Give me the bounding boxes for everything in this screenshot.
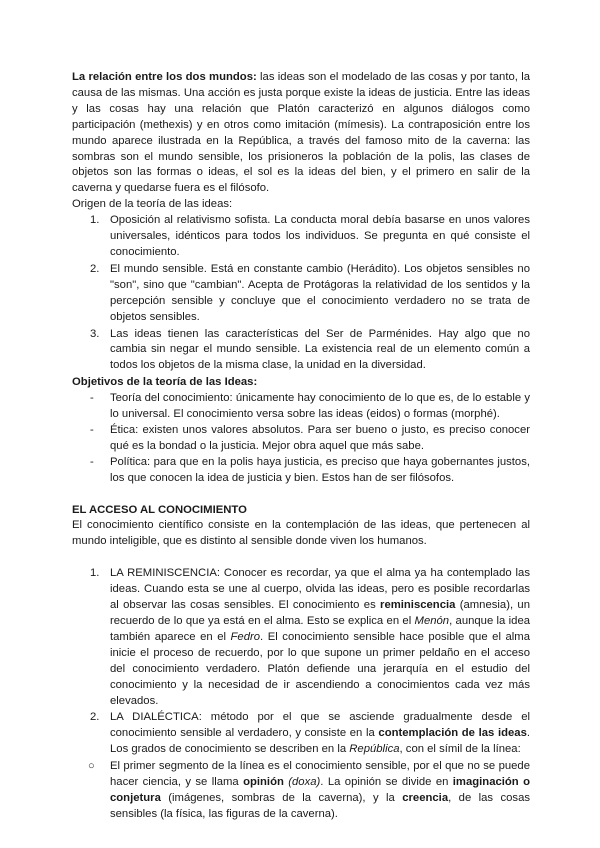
list-item-text: Ética: existen unos valores absolutos. Para ser bueno o justo, es preciso conocer qué es la bondad o la justicia. Mejor obra aquel que más sabe.	[110, 423, 530, 452]
spacer	[72, 487, 530, 503]
bold-term: contemplación de las ideas	[378, 727, 527, 740]
text-run: (imágenes, sombras de la caverna), y la	[160, 791, 403, 804]
relation-text: las ideas son el modelado de las cosas y por tanto, la causa de las mismas. Una acción es justa porque existe la ideas de justicia. Entre las ideas y las cosas hay una relación que Platón caracterizó en algunos diálogos como participación (methexis) y en otros como imitación (mímesis). La contraposición entre los mundo aparece ilustrada en la República, a través del famoso mito de la caverna: las sombras son el mundo sensible, los prisioneros la población de la polis, las clases de objetos son las formas o ideas, el sol es la ideas del bien, y el primero en salir de la caverna y quedarse fuera es el filósofo.	[72, 71, 530, 195]
line-simile-list	[72, 759, 530, 823]
italic-term: (doxa)	[288, 776, 321, 789]
text-run: , aunque la idea también aparece en el	[110, 615, 531, 643]
list-item-text: Teoría del conocimiento: únicamente hay conocimiento de lo que es, de lo estable y lo universal. El conocimiento versa sobre las ideas (eidos) o formas (morphé).	[110, 392, 530, 421]
dash-marker: -	[90, 455, 94, 468]
dash-marker: -	[90, 423, 94, 436]
text-run: LA DIALÉCTICA: método por el que se asciende gradualmente desde el conocimiento sensible al verdadero, y consiste en la	[110, 711, 530, 740]
list-item	[72, 423, 530, 455]
list-number: 1.	[90, 214, 100, 227]
list-number: 2.	[90, 711, 100, 724]
text-run: . La opinión se divide en	[320, 776, 453, 789]
relation-heading: La relación entre los dos mundos:	[72, 71, 257, 83]
list-item	[72, 455, 530, 487]
list-number: 2.	[90, 262, 100, 275]
list-item-text: Las ideas tienen las características del Ser de Parménides. Hay algo que no cambia sin negar el mundo sensible. La existencia real de un elemento común a todos los objetos de la misma clase, la unidad en la diversidad.	[110, 327, 530, 372]
section-intro: El conocimiento científico consiste en la contemplación de las ideas, que pertenecen al mundo inteligible, que es distinto al sensible donde viven los humanos.	[72, 519, 530, 548]
document-page	[72, 70, 530, 823]
dash-marker: -	[90, 392, 94, 405]
text-run: , de las cosas sensibles (la física, las figuras de la caverna).	[110, 791, 530, 820]
list-item-text: Política: para que en la polis haya justicia, es preciso que haya gobernantes justos, los que conocen la idea de justicia y bien. Estos han de ser filósofos.	[110, 455, 530, 484]
italic-title: Menón	[414, 615, 450, 627]
text-run: , con el símil de la línea:	[399, 743, 521, 756]
list-number: 3.	[90, 327, 100, 340]
list-number: 1.	[90, 567, 100, 580]
list-item-text: Oposición al relativismo sofista. La conducta moral debía basarse en unos valores universales, idénticos para todos los individuos. Se pregunta en qué consiste el conocimiento.	[110, 214, 530, 258]
origin-heading: Origen de la teoría de las ideas:	[72, 198, 233, 211]
list-item-opinion	[72, 759, 530, 823]
bold-term: creencia	[402, 791, 449, 804]
list-item-dialectic	[72, 710, 530, 758]
access-list	[72, 566, 530, 758]
list-item	[72, 327, 530, 375]
list-item	[72, 213, 530, 261]
bold-term: reminiscencia	[380, 599, 456, 612]
bold-term: imaginación o conjetura	[110, 776, 530, 804]
objectives-list	[72, 391, 530, 486]
bold-term: opinión	[243, 776, 284, 789]
text-run: LA REMINISCENCIA: Conocer es recordar, ya que el alma ya ha contemplado las ideas. Cuando esta se une al cuerpo, olvida las ideas, pero es posible recordarlas al observar las cosas sensibles. El conocimiento es	[110, 567, 530, 612]
list-item-reminiscence	[72, 566, 530, 709]
italic-title: Fedro	[230, 630, 261, 643]
list-item-text: El mundo sensible. Está en constante cambio (Herádito). Los objetos sensibles no "son", sino que "cambian". Acepta de Protágoras la relatividad de los sentidos y la percepción sensible y concluye que el conocimiento verdadero no se trata de objetos sensibles.	[110, 262, 530, 323]
list-item	[72, 391, 530, 423]
objectives-heading: Objetivos de la teoría de las Ideas:	[72, 376, 258, 389]
text-run: . Los grados de conocimiento se describen en la	[110, 727, 530, 756]
relation-paragraph	[72, 70, 530, 197]
circle-bullet-icon: ○	[88, 760, 95, 773]
spacer	[72, 550, 530, 566]
section-title: EL ACCESO AL CONOCIMIENTO	[72, 503, 247, 516]
text-run: (amnesia), un recuerdo de lo que ya está en el alma. Esto se explica en el	[110, 599, 530, 627]
text-run: . El conocimiento sensible hace posible que el alma inicie el proceso de recuerdo, por lo que supone un primer peldaño en el acceso del conocimiento verdadero. Platón defiende una jerarquía en el estudio del conocimiento y la necesidad de ir ascendiendo a conocimientos cada vez más elevados.	[110, 630, 530, 707]
origin-list	[72, 213, 530, 374]
italic-title: República	[349, 743, 400, 756]
text-run: El primer segmento de la línea es el conocimiento sensible, por el que no se puede hacer ciencia, y se llama	[110, 760, 530, 789]
list-item	[72, 262, 530, 326]
